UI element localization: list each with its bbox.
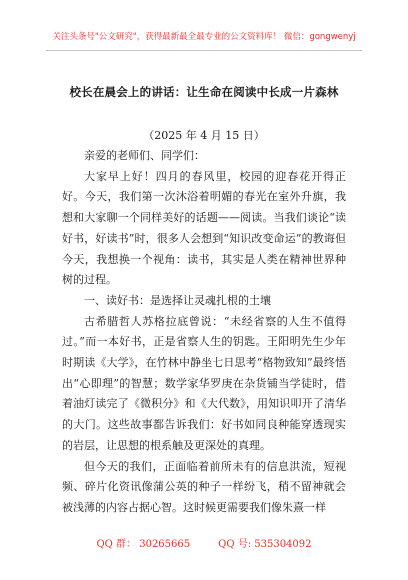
- promo-banner: 关注头条号"公文研究"，获得最新最全最专业的公文资料库！ 微信：gongwenyj: [52, 32, 356, 42]
- paragraph: 但今天的我们，正面临着前所未有的信息洪流，短视频、碎片化资讯像蒲公英的种子一样纷飞，稍不留神就会被浅薄的内容占据心智。这时候更需要我们像朱熹一样: [62, 459, 346, 514]
- document-body: [62, 146, 346, 519]
- document-title: 校长在晨会上的讲话：让生命在阅读中长成一片森林: [69, 85, 339, 99]
- section-heading: 一、读好书：是选择让灵魂扎根的土壤: [84, 293, 271, 307]
- qq-group-text: QQ 群： 30265665: [96, 539, 191, 550]
- salutation: 亲爱的老师们、同学们：: [84, 149, 205, 162]
- footer-contact: [0, 535, 408, 550]
- paragraph: 古希腊哲人苏格拉底曾说：“未经省察的人生不值得过。”而一本好书，正是省察人生的钥匙。王阳明先生少年时期读《大学》，在竹林中静坐七日思考“格物致知”最终悟出“心即理”的智慧；数学家华罗庚在杂货铺当学徒时，借着油灯读完了《微积分》和《大代数》，用知识叩开了清华的大门。这些故事都告诉我们：好书如同良种能穿透现实的岩层，让思想的根系触及更深处的真理。: [62, 314, 346, 452]
- document-date: （2025 年 4 月 15 日）: [143, 129, 265, 142]
- header-divider: [46, 50, 362, 51]
- paragraph: 大家早上好！四月的春风里，校园的迎春花开得正好。今天，我们第一次沐浴着明媚的春光在室外升旗，我想和大家聊一个同样美好的话题——阅读。当我们谈论“读好书，好读书”时，很多人会想到“知识改变命运”的教诲但今天，我想换一个视角：读书，其实是人类在精神世界种树的过程。: [62, 169, 346, 287]
- qq-number-text: QQ 号: 535304092: [218, 539, 312, 550]
